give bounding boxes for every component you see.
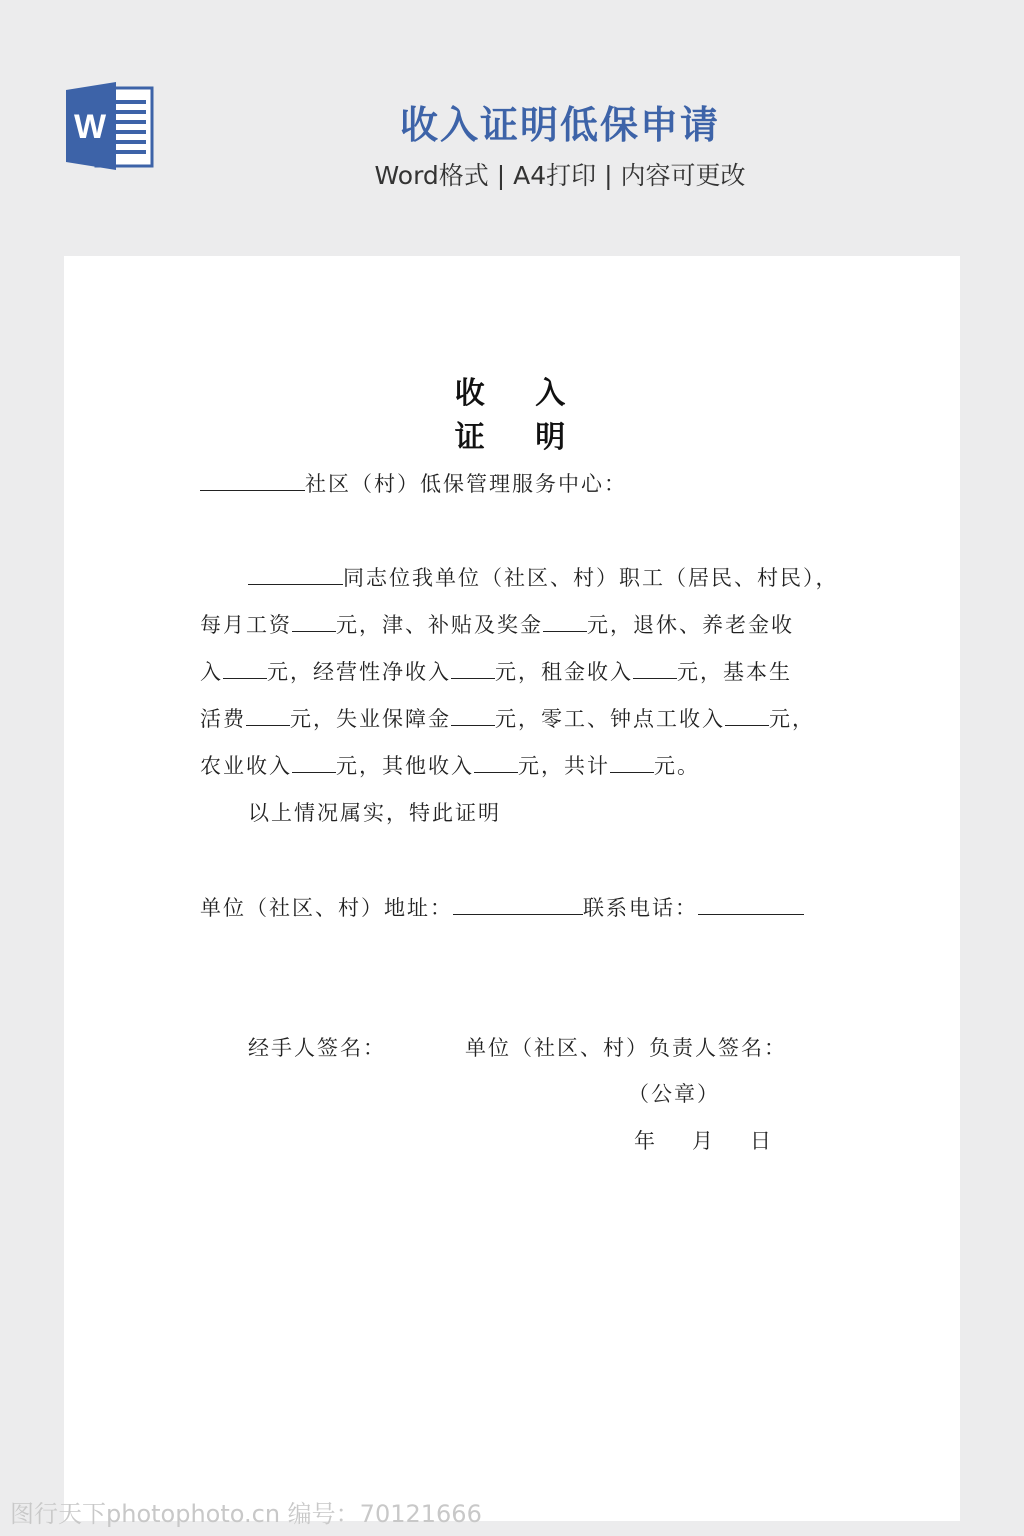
page-subtitle: Word格式 | A4打印 | 内容可更改 xyxy=(374,161,746,190)
para-text: 元，共计 xyxy=(518,754,610,778)
para-text: 入 xyxy=(200,660,223,684)
leader-signature-label: 单位（社区、村）负责人签名： xyxy=(465,1036,787,1060)
blank-field[interactable] xyxy=(223,658,267,679)
para-line-1 xyxy=(248,562,839,592)
para-line-3 xyxy=(200,656,792,686)
address-field[interactable] xyxy=(453,894,583,915)
para-text: 同志位我单位（社区、村）职工（居民、村民）， xyxy=(343,566,839,590)
blank-field[interactable] xyxy=(474,752,518,773)
blank-field[interactable] xyxy=(543,611,587,632)
blank-field[interactable] xyxy=(292,611,336,632)
date-line: 年 月 日 xyxy=(634,1129,779,1153)
blank-field[interactable] xyxy=(246,705,290,726)
para-text: 元，零工、钟点工收入 xyxy=(495,707,725,731)
page-title: 收入证明低保申请 xyxy=(399,103,720,147)
para-text: 元，基本生 xyxy=(677,660,792,684)
para-text: 元，租金收入 xyxy=(495,660,633,684)
para-line-2 xyxy=(200,609,794,639)
blank-field[interactable] xyxy=(292,752,336,773)
addressee-text: 社区（村）低保管理服务中心： xyxy=(305,472,627,496)
para-text: 元， xyxy=(769,707,815,731)
para-text: 元。 xyxy=(654,754,700,778)
address-label: 单位（社区、村）地址： xyxy=(200,896,453,920)
para-text: 元，津、补贴及奖金 xyxy=(336,613,543,637)
para-text: 元，失业保障金 xyxy=(290,707,451,731)
para-text: 农业收入 xyxy=(200,754,292,778)
blank-field[interactable] xyxy=(451,658,495,679)
para-text: 活费 xyxy=(200,707,246,731)
para-text: 元，经营性净收入 xyxy=(267,660,451,684)
word-icon-letter: W xyxy=(73,108,107,146)
official-seal-label: （公章） xyxy=(628,1082,720,1106)
header-banner xyxy=(0,0,1024,240)
word-doc-icon xyxy=(64,80,156,172)
phone-label: 联系电话： xyxy=(583,896,698,920)
confirm-line: 以上情况属实，特此证明 xyxy=(248,801,501,825)
blank-field[interactable] xyxy=(248,564,343,585)
addressee-line xyxy=(200,468,627,498)
para-text: 每月工资 xyxy=(200,613,292,637)
blank-field[interactable] xyxy=(200,470,305,491)
blank-field[interactable] xyxy=(451,705,495,726)
blank-field[interactable] xyxy=(633,658,677,679)
contact-line xyxy=(200,892,804,922)
blank-field[interactable] xyxy=(610,752,654,773)
document-page xyxy=(64,256,960,1521)
para-text: 元，退休、养老金收 xyxy=(587,613,794,637)
phone-field[interactable] xyxy=(698,894,804,915)
para-text: 元，其他收入 xyxy=(336,754,474,778)
para-line-4 xyxy=(200,703,815,733)
watermark-text: 图行天下photophoto.cn 编号：70121666 xyxy=(10,1500,482,1528)
document-title: 收 入 证 明 xyxy=(454,376,586,455)
para-line-5 xyxy=(200,750,700,780)
blank-field[interactable] xyxy=(725,705,769,726)
handler-signature-label: 经手人签名： xyxy=(248,1036,386,1060)
